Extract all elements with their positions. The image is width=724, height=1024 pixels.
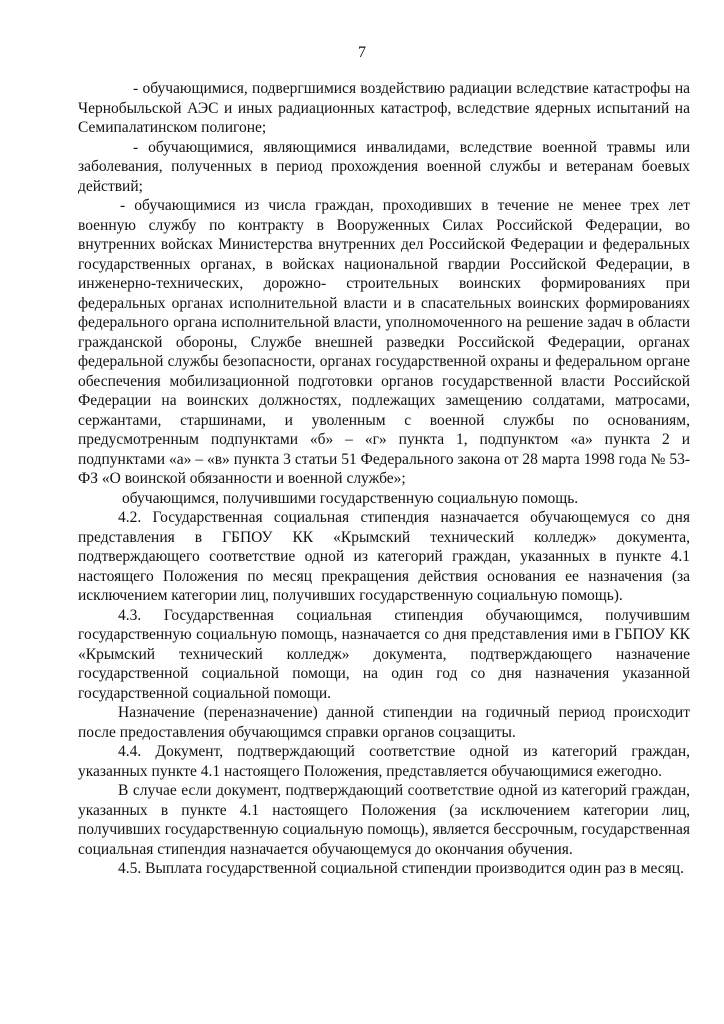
paragraph-4-2: 4.2. Государственная социальная стипендия назначается обучающемуся со дня представления в ГБПОУ КК «Крымский технический колледж» документа, подтверждающего соответствие одной из категорий граждан, указанных в пункте 4.1 настоящего Положения по месяц прекращения действия основания ее назначения (за исключением категории лиц, получивших государственную социальную помощь). — [78, 509, 690, 604]
page-number: 7 — [358, 44, 366, 61]
paragraph-4-4: 4.4. Документ, подтверждающий соответствие одной из категорий граждан, указанных пункте 4.1 настоящего Положения, представляется обучающимися ежегодно. — [78, 743, 690, 780]
paragraph-indefinite-document: В случае если документ, подтверждающий соответствие одной из категорий граждан, указанных в пункте 4.1 настоящего Положения (за исключением категории лиц, получивших государственную социальную помощь), является бессрочным, государственная социальная стипендия назначается обучающемуся до окончания обучения. — [78, 782, 690, 858]
paragraph-social-aid: обучающимся, получившими государственную социальную помощь. — [122, 489, 579, 507]
paragraph-contract-service: - обучающимися из числа граждан, проходивших в течение не менее трех лет военную службу по контракту в Вооруженных Силах Российской Федерации, во внутренних войсках Министерства внутренних дел Российской Федерации и федеральных государственных органах, в войсках национальной гвардии Российской Федерации, в инженерно-технических, дорожно- строительных воинских формированиях при федеральных органах исполнительной власти и в спасательных воинских формированиях федерального органа исполнительной власти, уполномоченного на решение задач в области гражданской обороны, Службе внешней разведки Российской Федерации, органах федеральной службы безопасности, органах государственной охраны и федеральном органе обеспечения мобилизационной подготовки органов государственной власти Российской Федерации на воинских должностях, подлежащих замещению солдатами, матросами, сержантами, старшинами, и уволенным с военной службы по основаниям, предусмотренным подпунктами «б» – «г» пункта 1, подпунктом «а» пункта 2 и подпунктами «а» – «в» пункта 3 статьи 51 Федерального закона от 28 марта 1998 года № 53-ФЗ «О воинской обязанности и военной службе»; — [78, 197, 690, 487]
paragraph-radiation: - обучающимися, подвергшимися воздействию радиации вследствие катастрофы на Чернобыльской АЭС и иных радиационных катастроф, вследствие ядерных испытаний на Семипалатинском полигоне; — [78, 80, 690, 136]
paragraph-reassignment: Назначение (переназначение) данной стипендии на годичный период происходит после предоставления обучающимся справки органов соцзащиты. — [78, 704, 690, 741]
document-body — [78, 79, 690, 879]
paragraph-4-3: 4.3. Государственная социальная стипендия обучающимся, получившим государственную социальную помощь, назначается со дня представления ими в ГБПОУ КК «Крымский технический колледж» документа, подтверждающего назначение государственной социальной помощи, на один год со дня назначения указанной государственной социальной помощи. — [78, 606, 690, 702]
paragraph-4-5: 4.5. Выплата государственной социальной стипендии производится один раз в месяц. — [118, 860, 684, 877]
paragraph-disabled-veterans: - обучающимися, являющимися инвалидами, вследствие военной травмы или заболевания, полученных в период прохождения военной службы и ветеранам боевых действий; — [78, 138, 690, 195]
